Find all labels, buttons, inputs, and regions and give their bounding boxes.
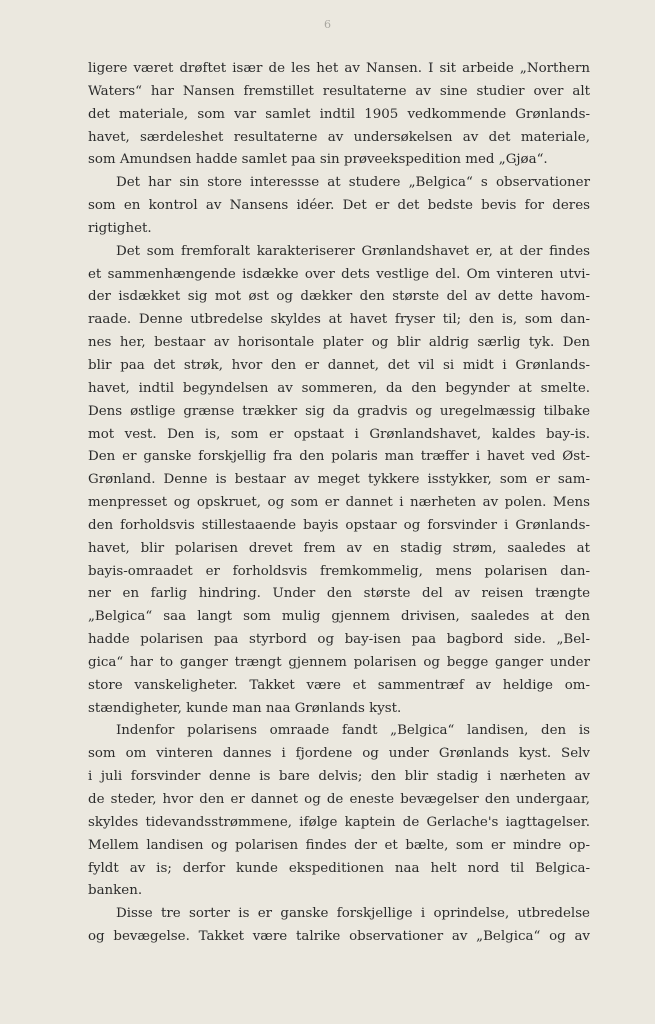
text-line: Dens østlige grænse trækker sig da gradvis og uregelmæssig tilbake	[88, 403, 590, 419]
text-line: havet, blir polarisen drevet frem av en stadig strøm, saaledes at	[88, 540, 590, 556]
text-line: ner en farlig hindring. Under den største del av reisen trængte	[88, 586, 590, 602]
text-line: fyldt av is; derfor kunde ekspeditionen naa helt nord til Belgica-	[88, 860, 590, 876]
text-line: Det som fremforalt karakteriserer Grønlandshavet er, at der findes	[116, 243, 590, 259]
text-line: menpresset og opskruet, og som er dannet i nærheten av polen. Mens	[88, 495, 590, 511]
text-line: havet, særdeleshet resultaterne av undersøkelsen av det materiale,	[88, 129, 590, 145]
text-line: de steder, hvor den er dannet og de eneste bevægelser den undergaar,	[88, 792, 590, 807]
text-line: Indenfor polarisens omraade fandt „Belgica“ landisen, den is	[116, 723, 590, 739]
text-line: som om vinteren dannes i fjordene og under Grønlands kyst. Selv	[88, 746, 590, 762]
text-line: Mellem landisen og polarisen findes der et bælte, som er mindre op-	[88, 837, 590, 853]
text-line: det materiale, som var samlet indtil 1905 vedkommende Grønlands-	[88, 106, 590, 122]
text-line: som en kontrol av Nansens idéer. Det er det bedste bevis for deres	[88, 198, 590, 214]
text-line: ligere været drøftet især de les het av Nansen. I sit arbeide „Northern	[88, 61, 590, 76]
text-line: stændigheter, kunde man naa Grønlands kyst.	[88, 700, 402, 716]
text-line: gica“ har to ganger trængt gjennem polarisen og begge ganger under	[88, 654, 590, 670]
text-line: skyldes tidevandsstrømmene, ifølge kaptein de Gerlache's iagttagelser.	[88, 814, 590, 830]
text-line: i juli forsvinder denne is bare delvis; den blir stadig i nærheten av	[88, 769, 590, 785]
text-line: den forholdsvis stillestaaende bayis opstaar og forsvinder i Grønlands-	[88, 517, 590, 533]
page-number: 6	[324, 18, 331, 31]
text-line: banken.	[88, 883, 143, 899]
text-line: nes her, bestaar av horisontale plater og blir aldrig særlig tyk. Den	[88, 335, 590, 351]
text-line: „Belgica“ saa langt som mulig gjennem drivisen, saaledes at den	[88, 609, 590, 625]
text-line: hadde polarisen paa styrbord og bay-isen paa bagbord side. „Bel-	[88, 632, 590, 648]
text-line: Grønland. Denne is bestaar av meget tykkere isstykker, som er sam-	[88, 472, 590, 488]
text-line: blir paa det strøk, hvor den er dannet, det vil si midt i Grønlands-	[88, 357, 590, 373]
text-line: mot vest. Den is, som er opstaat i Grønlandshavet, kaldes bay-is.	[88, 426, 590, 442]
text-line: Waters“ har Nansen fremstillet resultaterne av sine studier over alt	[88, 83, 590, 99]
text-line: raade. Denne utbredelse skyldes at havet fryser til; den is, som dan-	[88, 312, 590, 328]
text-line: Det har sin store interessse at studere „Belgica“ s observationer	[116, 175, 590, 191]
body-text	[88, 58, 590, 949]
text-line: Disse tre sorter is er ganske forskjellige i oprindelse, utbredelse	[116, 906, 590, 922]
text-line: og bevægelse. Takket være talrike observationer av „Belgica“ og av	[88, 929, 590, 945]
text-line: havet, indtil begyndelsen av sommeren, da den begynder at smelte.	[88, 380, 590, 396]
text-line: rigtighet.	[88, 220, 152, 236]
text-line: der isdækket sig mot øst og dækker den største del av dette havom-	[88, 289, 590, 305]
text-line: bayis-omraadet er forholdsvis fremkommelig, mens polarisen dan-	[88, 563, 590, 579]
text-line: Den er ganske forskjellig fra den polaris man træffer i havet ved Øst-	[88, 449, 590, 465]
text-line: som Amundsen hadde samlet paa sin prøveekspedition med „Gjøa“.	[88, 152, 548, 168]
text-line: et sammenhængende isdække over dets vestlige del. Om vinteren utvi-	[88, 266, 590, 282]
text-line: store vanskeligheter. Takket være et sammentræf av heldige om-	[88, 677, 590, 693]
